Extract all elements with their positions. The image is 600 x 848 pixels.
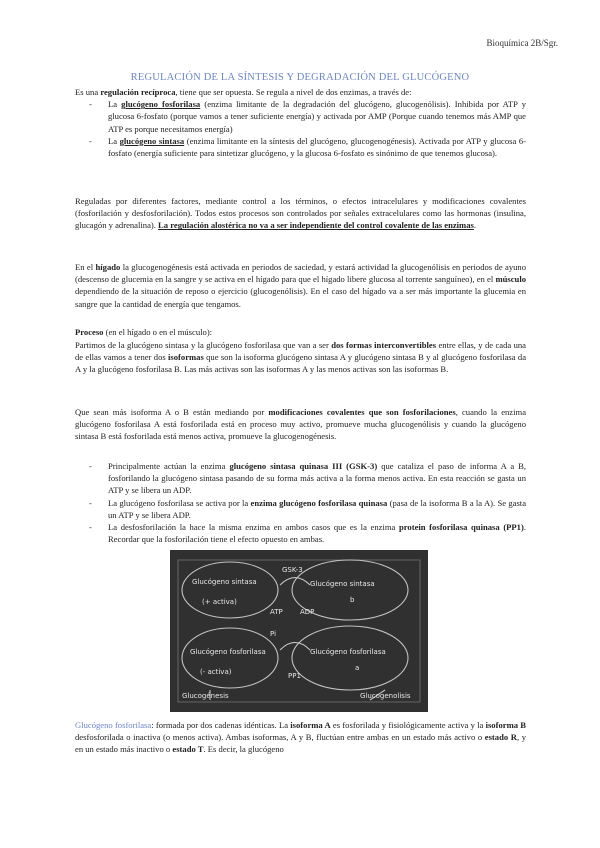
item-text: (enzima limitante en la síntesis del glucógeno, glucogenogénesis). Activada por ATP y glucosa 6-fosfato (energía suficiente para sintetizar glucógeno, y la glucosa 6-fosfato es sinónimo de que tenemos glucosa). — [108, 135, 526, 159]
label-fosforilasa-a: Glucógeno fosforilasa — [310, 648, 386, 656]
item-text: La glucógeno fosforilasa se activa por la — [108, 497, 251, 508]
list-item — [75, 98, 526, 135]
label-b: b — [350, 596, 355, 604]
item-prefix: La — [108, 99, 122, 110]
process-bold: Proceso — [75, 327, 104, 337]
label-a: a — [355, 664, 360, 672]
label-mas-activa: (+ activa) — [202, 598, 237, 606]
intro-paragraph — [75, 86, 526, 98]
list-item — [75, 135, 526, 159]
label-adp: ADP — [300, 608, 315, 616]
para-text: : formada por dos cadenas idénticas. La — [151, 720, 291, 730]
label-gsk3: GSK-3 — [282, 566, 303, 574]
item-text: . Recordar que la fosforilación tiene el efecto opuesto en ambas. — [108, 522, 526, 545]
item-text: La desfosforilación la hace la misma enzima en ambos casos que es la enzima — [108, 522, 399, 533]
list-item — [75, 497, 526, 521]
item-text: (pasa de la isoforma B a la A). Se gasta un ATP y se libera ADP. — [108, 497, 527, 520]
para-text: es fosforilada y fisiológicamente activa y la — [330, 720, 486, 730]
para-bold: estado R — [484, 732, 517, 743]
para-text: dependiendo de la situación de reposo o ejercicio (glucogenólisis). En el caso del hígado va a ser más importante la glucemia en sangre que la cantidad de energía que tengamos. — [75, 286, 526, 309]
isoform-paragraph — [75, 339, 526, 376]
label-sintasa-b: Glucógeno sintasa — [310, 580, 375, 588]
label-fosforilasa-b: Glucógeno fosforilasa — [190, 648, 266, 656]
list-item — [75, 521, 526, 545]
para-bold: La regulación alostérica no va a ser independiente del control covalente de las enzimas — [158, 220, 474, 231]
phosphorylation-paragraph — [75, 406, 526, 443]
label-pp1: PP1 — [288, 672, 301, 680]
para-text: Que sean más isoforma A o B están mediando por — [75, 407, 269, 417]
para-text: Reguladas por diferentes factores, mediante control a los términos, o efectos intracelulares y modificaciones covalentes (fosforilación y desfosforilación). Todos estos procesos son controlados por señales extracelulares como las hormonas (insulina, glucagón y adrenalina). — [75, 196, 526, 231]
para-text: . Es decir, la glucógeno — [203, 744, 284, 755]
para-bold: isoformas — [168, 352, 204, 363]
para-bold: isoforma A — [290, 720, 331, 730]
para-blue-term: Glucógeno fosforilasa — [75, 720, 152, 730]
para-text: la glucogenogénesis está activada en periodos de saciedad, y estará actividad la glucogenólisis en periodos de ayuno (descenso de glucemia en la sangre y se activa en el hígado para que el hígado libere glucosa al torrente sanguíneo), en el — [75, 262, 527, 285]
item-text: (enzima limitante de la degradación del glucógeno, glucogenólisis). Inhibida por ATP y glucosa 6-fosfato (porque vamos a tener suficiente energía) y activada por AMP (Porque cuando tenemos más AMP que ATP es porque necesitamos energía) — [108, 99, 526, 134]
item-bold: enzima glucógeno fosforilasa quinasa — [250, 497, 388, 508]
intro-text: Es una — [75, 87, 101, 97]
blackboard-diagram — [170, 550, 428, 712]
enzyme-list — [75, 98, 526, 159]
para-bold: hígado — [95, 262, 121, 272]
para-bold: dos formas interconvertibles — [331, 340, 437, 350]
label-atp: ATP — [270, 608, 283, 616]
para-text: En el — [75, 262, 96, 272]
para-text: , y en un estado más inactivo o — [75, 732, 526, 755]
enzymes-section — [75, 460, 526, 545]
item-text: Principalmente actúan la enzima — [108, 461, 230, 471]
item-prefix: La — [108, 135, 120, 146]
label-menos-activa: (- activa) — [200, 668, 232, 676]
intro-text-2: , tiene que ser opuesta. Se regula a nivel de dos enzimas, a través de: — [175, 87, 412, 97]
intro-bold: regulación recíproca — [100, 87, 176, 97]
fosforilasa-paragraph — [75, 719, 526, 756]
process-text: (en el hígado o en el músculo): — [103, 327, 213, 337]
item-bold: glucógeno sintasa quinasa III (GSK-3) — [229, 461, 378, 471]
label-glucogenesis: Glucogénesis — [182, 692, 229, 700]
para-text: entre ellas, y de cada una de ellas vamos a tener dos — [75, 340, 526, 363]
label-pi: Pi — [270, 630, 277, 638]
list-item — [75, 460, 526, 497]
para-end: . — [473, 220, 477, 231]
intro-section — [75, 86, 526, 159]
item-bold: glucógeno fosforilasa — [121, 99, 201, 110]
item-bold: glucógeno sintasa — [119, 135, 185, 146]
label-sintasa-a: Glucógeno sintasa — [192, 578, 257, 586]
para-bold: isoforma B — [485, 720, 526, 730]
page-title: REGULACIÓN DE LA SÍNTESIS Y DEGRADACIÓN DEL GLUCÓGENO — [130, 72, 470, 83]
regulation-paragraph — [75, 195, 526, 232]
item-text: que cataliza el paso de informa A a B, fosforilando la glucógeno sintasa pasando de su forma más activa a la forma menos activa. En esta reacción se gasta un ATP y se libera un ADP. — [108, 461, 527, 496]
para-bold: estado T — [172, 744, 204, 755]
para-bold: modificaciones covalentes que son fosforilaciones — [268, 407, 456, 417]
item-bold: protein fosforilasa quinasa (PP1) — [398, 522, 524, 533]
process-heading — [75, 326, 526, 338]
liver-paragraph — [75, 261, 526, 310]
para-text: , cuando la enzima glucógeno fosforilasa A está fosforilada está en proceso muy activo, promueve mucha glucogenólisis y cuando la glucógeno sintasa B está fosforilada está menos activa, promueve la glucogenogénesis. — [75, 407, 527, 442]
para-text: que son la isoforma glucógeno sintasa A y glucógeno sintasa B y al glucógeno fosforilasa da A y la glucógeno fosforilasa B. Las más activas son las isoformas A y las menos activas son las isoformas B. — [75, 352, 527, 375]
kinase-list — [75, 460, 526, 545]
para-text: Partimos de la glucógeno sintasa y la glucógeno fosforilasa que van a ser — [75, 340, 332, 350]
para-bold: músculo — [495, 274, 526, 285]
blackboard-drawing — [170, 550, 428, 712]
para-text: desfosforilada o inactiva (o menos activa). Ambas isoformas, A y B, fluctúan entre ambas en un estado más activo o — [75, 732, 485, 743]
course-header: Bioquímica 2B/Sgr. — [486, 38, 558, 48]
label-glucogenolisis: Glucogenolisis — [360, 692, 411, 700]
